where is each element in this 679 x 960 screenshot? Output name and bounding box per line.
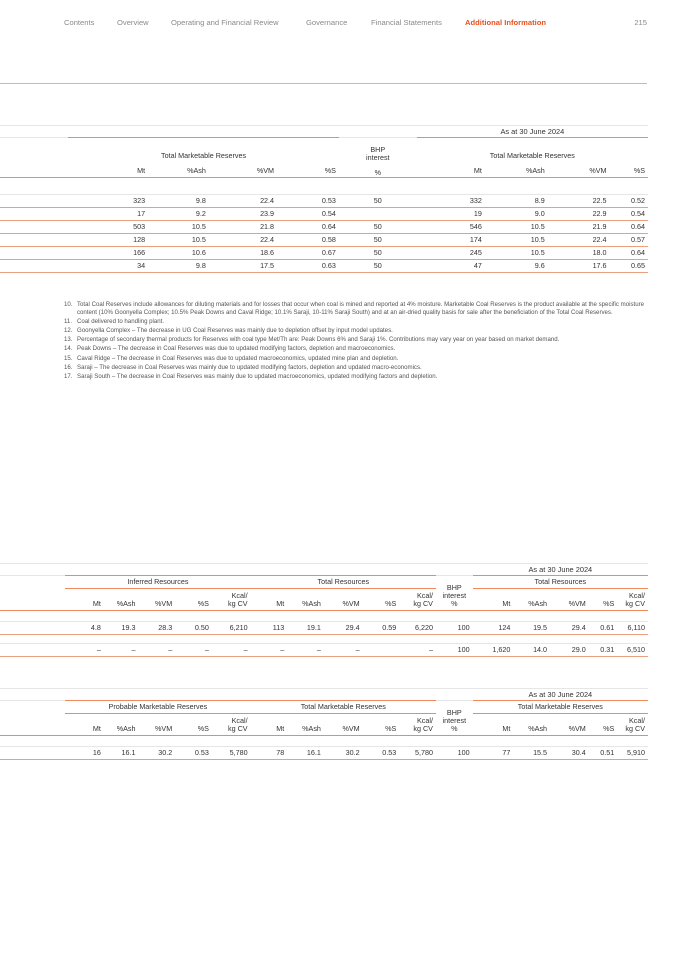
footnote: 10. Total Coal Reserves include allowances for diluting materials and for losses that occur when coal is mined and reported at 4% moisture. Marketable Coal Reserves is the product available at the specific moisture content (10% Goonyella Complex; 10.5% Peak Downs and Caval Ridge; 10.1% Saraji, 10-11% Saraji South) and at an air-dried quality basis for sale after the beneficiation of the Total Coal Reserves. (64, 301, 644, 316)
marketable-reserves-table (0, 125, 648, 273)
footnote: 11. Coal delivered to handling plant. (64, 317, 165, 325)
table-row: 323 9.8 22.4 0.53 50 332 8.9 22.5 0.52 (0, 195, 648, 208)
col-vm: %VM (209, 162, 277, 178)
col-s: %S (277, 162, 339, 178)
footnote: 17. Saraji South – The decrease in Coal Reserves was mainly due to updated macroeconomics, updated modifying factors and depletion. (64, 372, 438, 380)
table-row: 166 10.6 18.6 0.67 50 245 10.5 18.0 0.64 (0, 247, 648, 260)
col-vm: %VM (548, 162, 610, 178)
table-row: 34 9.8 17.5 0.63 50 47 9.6 17.6 0.65 (0, 260, 648, 273)
footnote: 13. Percentage of secondary thermal products for Reserves with coal type Met/Th are: Peak Downs 6% and Saraji 1%. Contributions may vary year on year based on market demand. (64, 336, 560, 344)
bhp-interest-header: BHP interest % (436, 701, 473, 736)
col-ash: %Ash (485, 162, 548, 178)
group-total-resources-2024: Total Resources (473, 576, 648, 589)
group-total-marketable-reserves-2024: Total Marketable Reserves (473, 701, 648, 714)
as-at-date-label: As at 30 June 2024 (417, 126, 648, 138)
footnote: 12. Goonyella Complex – The decrease in UG Coal Reserves was mainly due to depletion offset by input model updates. (64, 326, 393, 334)
nav-contents[interactable]: Contents (64, 18, 95, 27)
coal-resources-table: As at 30 June 2024 Inferred Resources Total Resources BHP interest % Total Resources Mt %Ash %VM %S Kcal/ kg CV Mt %Ash %VM %S Kcal/ kg CV Mt %Ash %VM %S Kcal/ kg CV 4.8 19.3 28.3 0.50 6,210 113 19.1 29.4 0.59 6,220 100 124 19.5 29.4 0.61 6,110 – – – – – – – – – 100 1,620 14.0 29.0 0.31 6,510 (0, 563, 648, 657)
bhp-interest-header: BHP interest (339, 138, 417, 163)
top-navigation (0, 17, 679, 29)
coal-reserves-table: As at 30 June 2024 Probable Marketable Reserves Total Marketable Reserves BHP interest % Total Marketable Reserves Mt %Ash %VM %S Kcal/ kg CV Mt %Ash %VM %S Kcal/ kg CV Mt %Ash %VM %S Kcal/ kg CV 16 16.1 30.2 0.53 5,780 78 16.1 30.2 0.53 5,780 100 77 15.5 30.4 0.51 5,910 (0, 688, 648, 760)
group-inferred-resources: Inferred Resources (65, 576, 250, 589)
nav-additional-information[interactable]: Additional Information (465, 18, 546, 27)
table-row: 503 10.5 21.8 0.64 50 546 10.5 21.9 0.64 (0, 221, 648, 234)
table-row: 4.8 19.3 28.3 0.50 6,210 113 19.1 29.4 0.59 6,220 100 124 19.5 29.4 0.61 6,110 (0, 622, 648, 635)
group-total-marketable-reserves-2025: Total Marketable Reserves (251, 701, 436, 714)
table-row: 16 16.1 30.2 0.53 5,780 78 16.1 30.2 0.53 5,780 100 77 15.5 30.4 0.51 5,910 (0, 747, 648, 760)
page-number: 215 (634, 18, 647, 27)
footnote: 15. Caval Ridge – The decrease in Coal Reserves was due to updated macroeconomics, updated mine plan and depletion. (64, 354, 399, 362)
col-bhp-interest-unit: % (339, 162, 417, 178)
nav-financial-statements[interactable]: Financial Statements (371, 18, 442, 27)
table-row: – – – – – – – – – 100 1,620 14.0 29.0 0.31 6,510 (0, 644, 648, 657)
footnote: 14. Peak Downs – The decrease in Coal Reserves was due to updated modifying factors, depletion and macroeconomics. (64, 345, 396, 353)
header-divider (0, 83, 647, 84)
col-ash: %Ash (148, 162, 209, 178)
table-row: 17 9.2 23.9 0.54 19 9.0 22.9 0.54 (0, 208, 648, 221)
as-at-date-label: As at 30 June 2024 (473, 689, 648, 701)
group-total-marketable-reserves-2025: Total Marketable Reserves (68, 138, 339, 163)
group-total-resources-2025: Total Resources (251, 576, 436, 589)
col-mt: Mt (68, 162, 148, 178)
col-mt: Mt (417, 162, 485, 178)
nav-overview[interactable]: Overview (117, 18, 149, 27)
col-s: %S (610, 162, 648, 178)
as-at-date-label: As at 30 June 2024 (473, 564, 648, 576)
nav-operating-financial-review[interactable]: Operating and Financial Review (171, 18, 279, 27)
group-probable-marketable-reserves: Probable Marketable Reserves (65, 701, 250, 714)
footnotes (64, 301, 648, 382)
group-total-marketable-reserves-2024: Total Marketable Reserves (417, 138, 648, 163)
bhp-interest-header: BHP interest % (436, 576, 473, 611)
nav-governance[interactable]: Governance (306, 18, 348, 27)
footnote: 16. Saraji – The decrease in Coal Reserves was mainly due to updated modifying factors, depletion and updated macro-economics. (64, 363, 422, 371)
table-row: 128 10.5 22.4 0.58 50 174 10.5 22.4 0.57 (0, 234, 648, 247)
